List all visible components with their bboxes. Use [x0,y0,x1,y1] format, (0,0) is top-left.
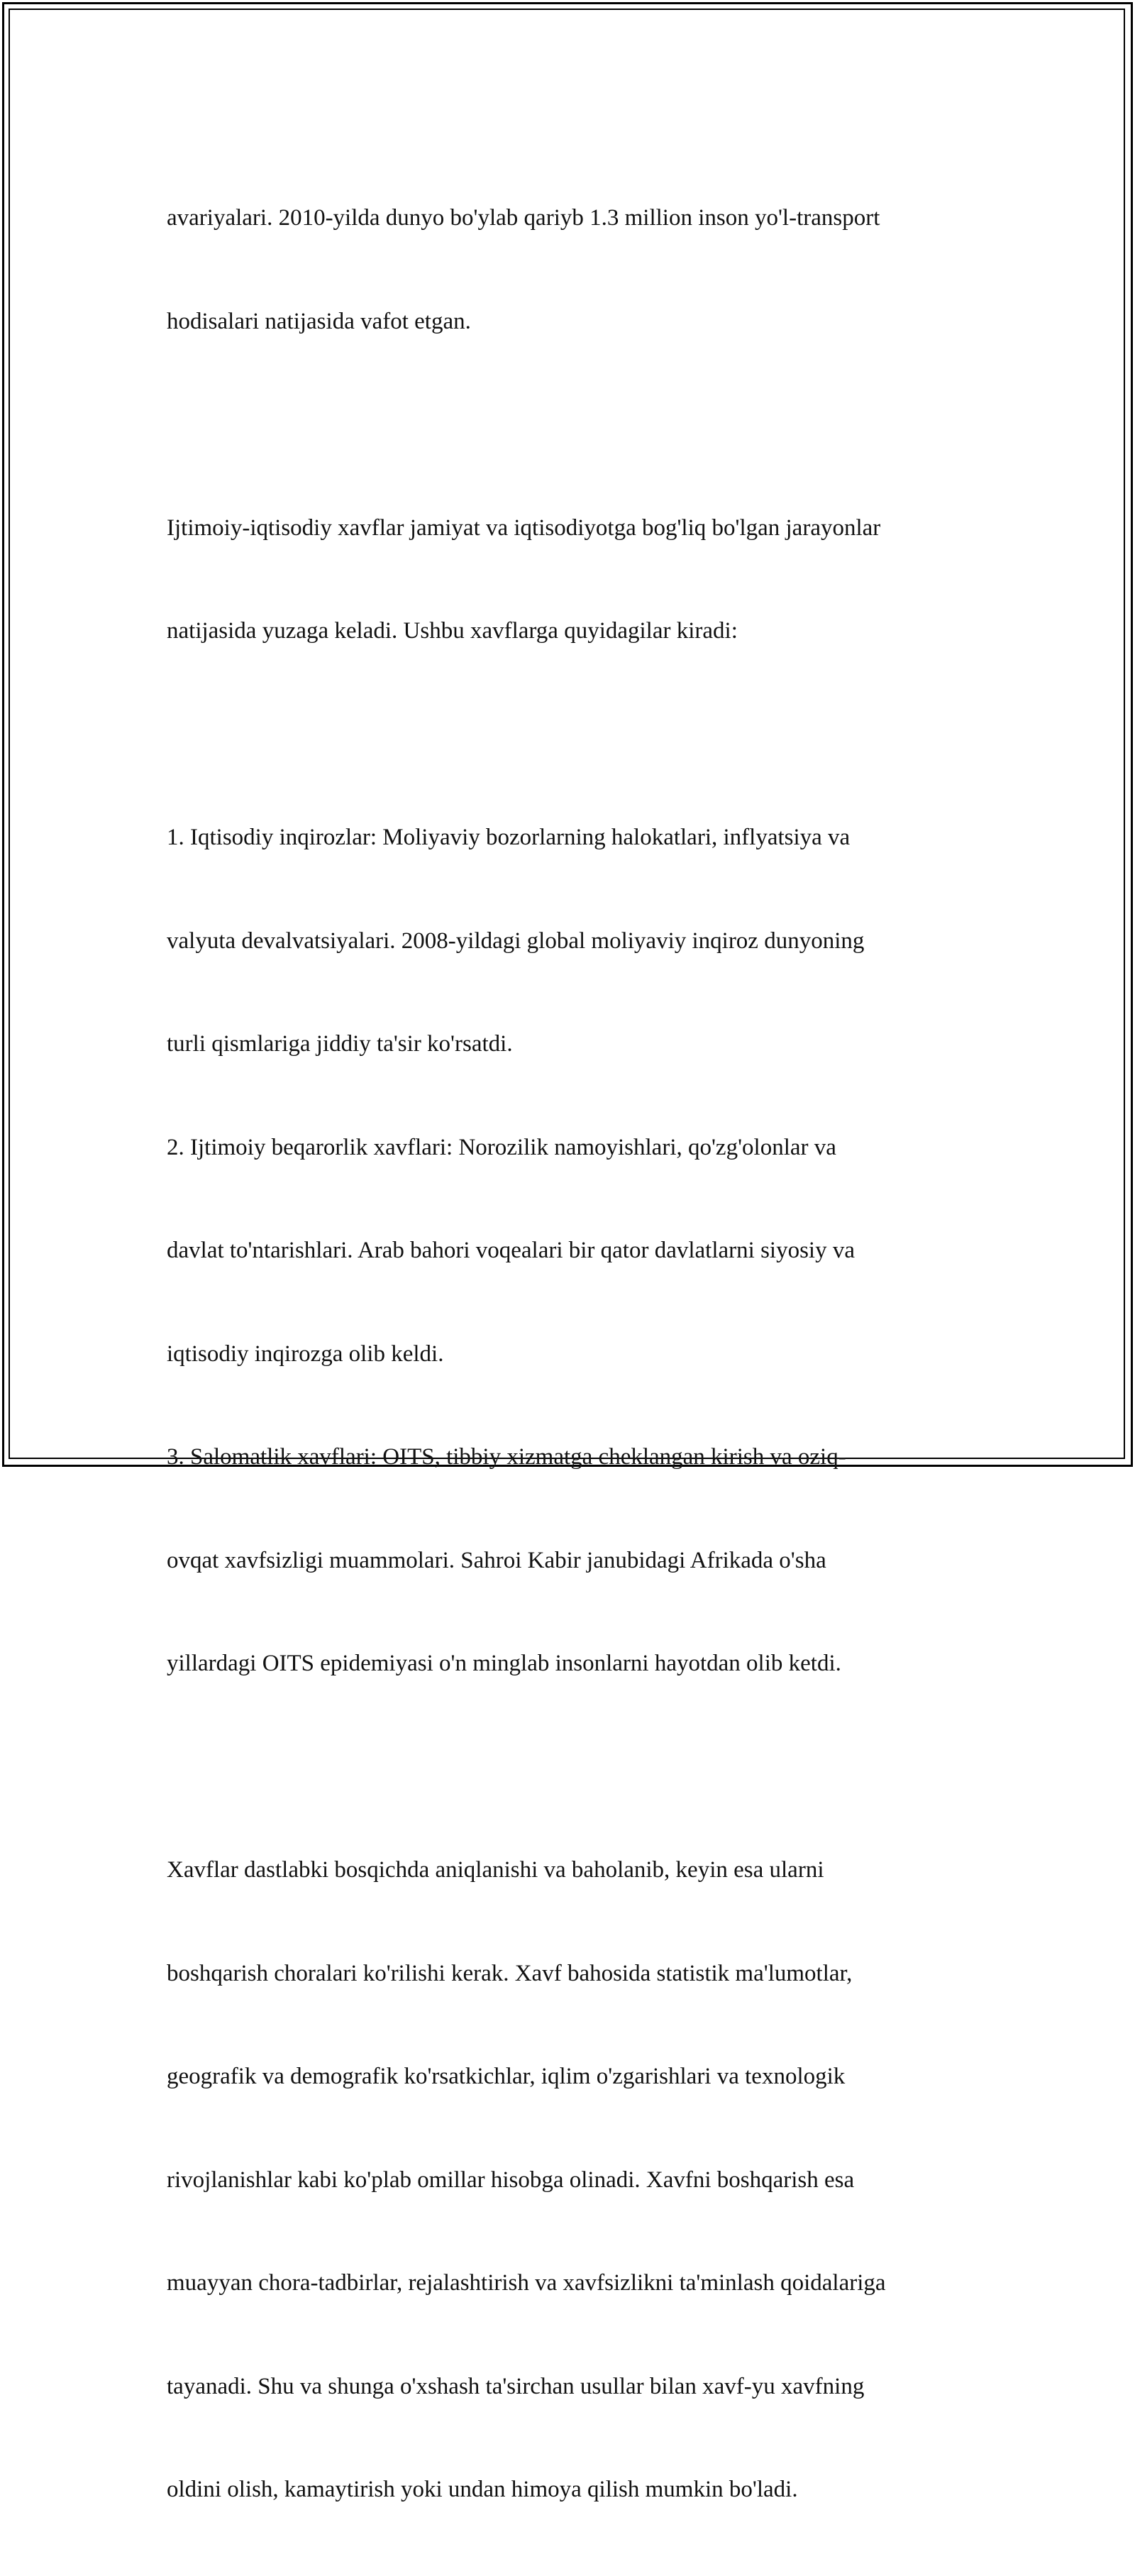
text-line: rivojlanishlar kabi ko'plab omillar hisobga olinadi. Xavfni boshqarish esa [167,2167,855,2193]
list-item-line: 1. Iqtisodiy inqirozlar: Moliyaviy bozorlarning halokatlari, inflyatsiya va [167,825,851,850]
paragraph-gap [167,407,982,442]
list-item-line: turli qismlariga jiddiy ta'sir ko'rsatdi. [167,1031,513,1057]
list-item-line: ovqat xavfsizligi muammolari. Sahroi Kabir janubidagi Afrikada o'sha [167,1547,826,1573]
list-item-line: valyuta devalvatsiyalari. 2008-yildagi global moliyaviy inqiroz dunyoning [167,928,865,954]
paragraph-socioeconomic-intro [167,442,982,717]
document-body [167,132,982,2576]
text-line: oldini olish, kamaytirish yoki undan himoya qilish mumkin bo'ladi. [167,2477,798,2502]
text-line: tayanadi. Shu va shunga o'xshash ta'sirchan usullar bilan xavf-yu xavfning [167,2373,865,2399]
paragraph-risk-assessment [167,1784,982,2576]
paragraph-road-accidents [167,132,982,407]
text-line: hodisalari natijasida vafot etgan. [167,308,471,334]
list-item-line: iqtisodiy inqirozga olib keldi. [167,1341,444,1367]
list-item-line: davlat to'ntarishlari. Arab bahori voqealari bir qator davlatlarni siyosiy va [167,1238,855,1263]
text-line: avariyalari. 2010-yilda dunyo bo'ylab qariyb 1.3 million inson yo'l-transport [167,205,880,231]
text-line: Xavflar dastlabki bosqichda aniqlanishi va baholanib, keyin esa ularni [167,1857,824,1883]
list-item-line: 3. Salomatlik xavflari: OITS, tibbiy xizmatga cheklangan kirish va oziq- [167,1444,846,1470]
numbered-list [167,752,982,1750]
list-item-line: 2. Ijtimoiy beqarorlik xavflari: Norozilik namoyishlari, qo'zg'olonlar va [167,1134,836,1160]
text-line: natijasida yuzaga keladi. Ushbu xavflarga quyidagilar kiradi: [167,618,738,644]
text-line: Ijtimoiy-iqtisodiy xavflar jamiyat va iqtisodiyotga bog'liq bo'lgan jarayonlar [167,514,881,541]
text-line: boshqarish choralari ko'rilishi kerak. Xavf bahosida statistik ma'lumotlar, [167,1960,853,1986]
paragraph-gap [167,717,982,752]
list-item-line: yillardagi OITS epidemiyasi o'n minglab insonlarni hayotdan olib ketdi. [167,1651,841,1676]
text-line: muayyan chora-tadbirlar, rejalashtirish va xavfsizlikni ta'minlash qoidalariga [167,2270,886,2296]
text-line: geografik va demografik ko'rsatkichlar, iqlim o'zgarishlari va texnologik [167,2064,846,2089]
paragraph-gap [167,1750,982,1785]
